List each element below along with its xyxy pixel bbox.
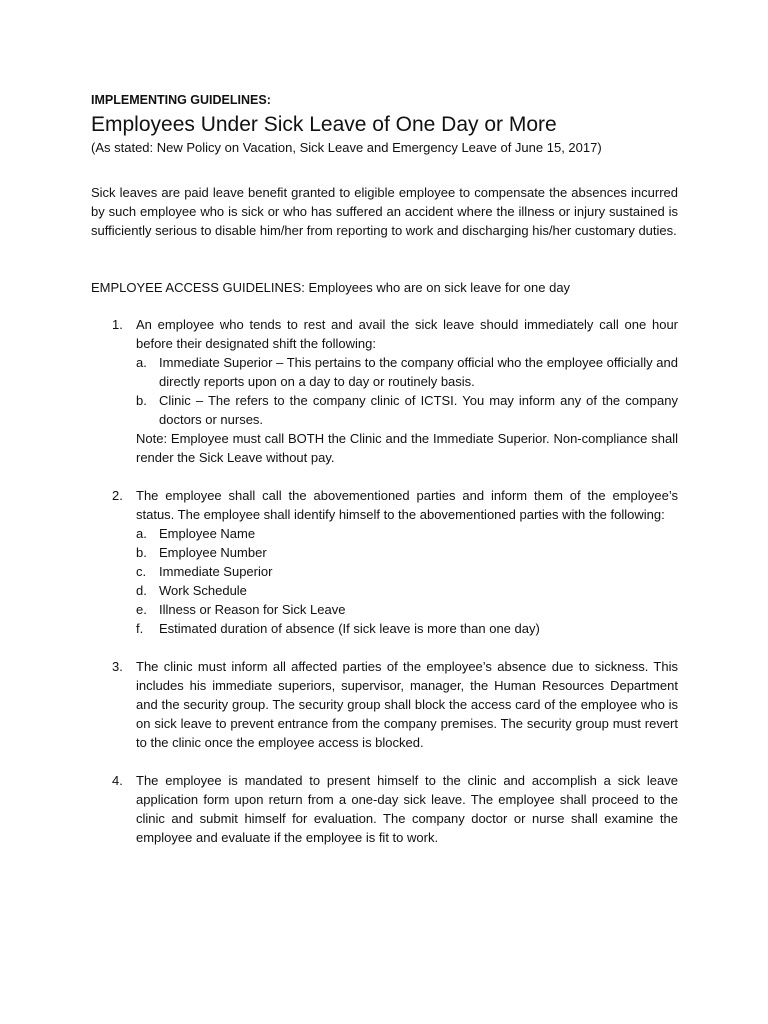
sub-item [136,353,678,391]
sub-list [136,524,678,638]
guideline-item [91,657,678,752]
guideline-item [91,771,678,847]
page-title: Employees Under Sick Leave of One Day or More [91,113,557,136]
sub-item-letter: d. [136,583,147,598]
item-number: 2. [112,488,123,503]
policy-subtitle: (As stated: New Policy on Vacation, Sick Leave and Emergency Leave of June 15, 2017) [91,140,602,155]
sub-item-letter: b. [136,393,147,408]
item-text: The employee shall call the abovementioned parties and inform them of the employee’s status. The employee shall identify himself to the abovementioned parties with the following: [136,488,678,522]
sub-item-text: Illness or Reason for Sick Leave [159,602,346,617]
sub-item-letter: e. [136,602,147,617]
compliance-note: Note: Employee must call BOTH the Clinic and the Immediate Superior. Non-compliance shall render the Sick Leave without pay. [136,431,678,465]
item-number: 3. [112,659,123,674]
guideline-item [91,315,678,467]
item-text: An employee who tends to rest and avail the sick leave should immediately call one hour before their designated shift the following: [136,317,678,351]
item-number: 4. [112,773,123,788]
sub-item-text: Immediate Superior – This pertains to the company official who the employee officially and directly reports upon on a day to day or routinely basis. [159,355,678,389]
access-guidelines-heading: EMPLOYEE ACCESS GUIDELINES: Employees who are on sick leave for one day [91,280,571,295]
sub-list [136,353,678,429]
intro-paragraph: Sick leaves are paid leave benefit granted to eligible employee to compensate the absences incurred by such employee who is sick or who has suffered an accident where the illness or injury sustained is sufficiently serious to disable him/her from reporting to work and discharging his/her customary duties. [91,185,678,238]
sub-item-letter: b. [136,545,147,560]
sub-item [136,562,678,581]
sub-item-letter: f. [136,621,144,636]
sub-item-letter: a. [136,526,147,541]
guideline-list [91,315,678,847]
guideline-item [91,486,678,638]
item-text: The clinic must inform all affected parties of the employee’s absence due to sickness. This includes his immediate superiors, supervisor, manager, the Human Resources Department and the security group. The security group shall block the access card of the employee who is on sick leave to prevent entrance from the company premises. The security group must revert to the clinic once the employee access is blocked. [136,659,678,750]
sub-item-text: Work Schedule [159,583,247,598]
sub-item [136,600,678,619]
sub-item [136,524,678,543]
item-text: The employee is mandated to present himself to the clinic and accomplish a sick leave application form upon return from a one-day sick leave. The employee shall proceed to the clinic and submit himself for evaluation. The company doctor or nurse shall examine the employee and evaluate if the employee is fit to work. [136,773,678,845]
document-page [91,92,678,866]
sub-item-text: Employee Name [159,526,256,541]
sub-item-text: Immediate Superior [159,564,273,579]
item-number: 1. [112,317,123,332]
sub-item-text: Employee Number [159,545,267,560]
sub-item-text: Estimated duration of absence (If sick leave is more than one day) [159,621,540,636]
sub-item [136,543,678,562]
guidelines-label: IMPLEMENTING GUIDELINES: [91,93,271,107]
sub-item [136,581,678,600]
sub-item-text: Clinic – The refers to the company clinic of ICTSI. You may inform any of the company doctors or nurses. [159,393,678,427]
sub-item [136,619,678,638]
sub-item-letter: a. [136,355,147,370]
sub-item-letter: c. [136,564,147,579]
sub-item [136,391,678,429]
